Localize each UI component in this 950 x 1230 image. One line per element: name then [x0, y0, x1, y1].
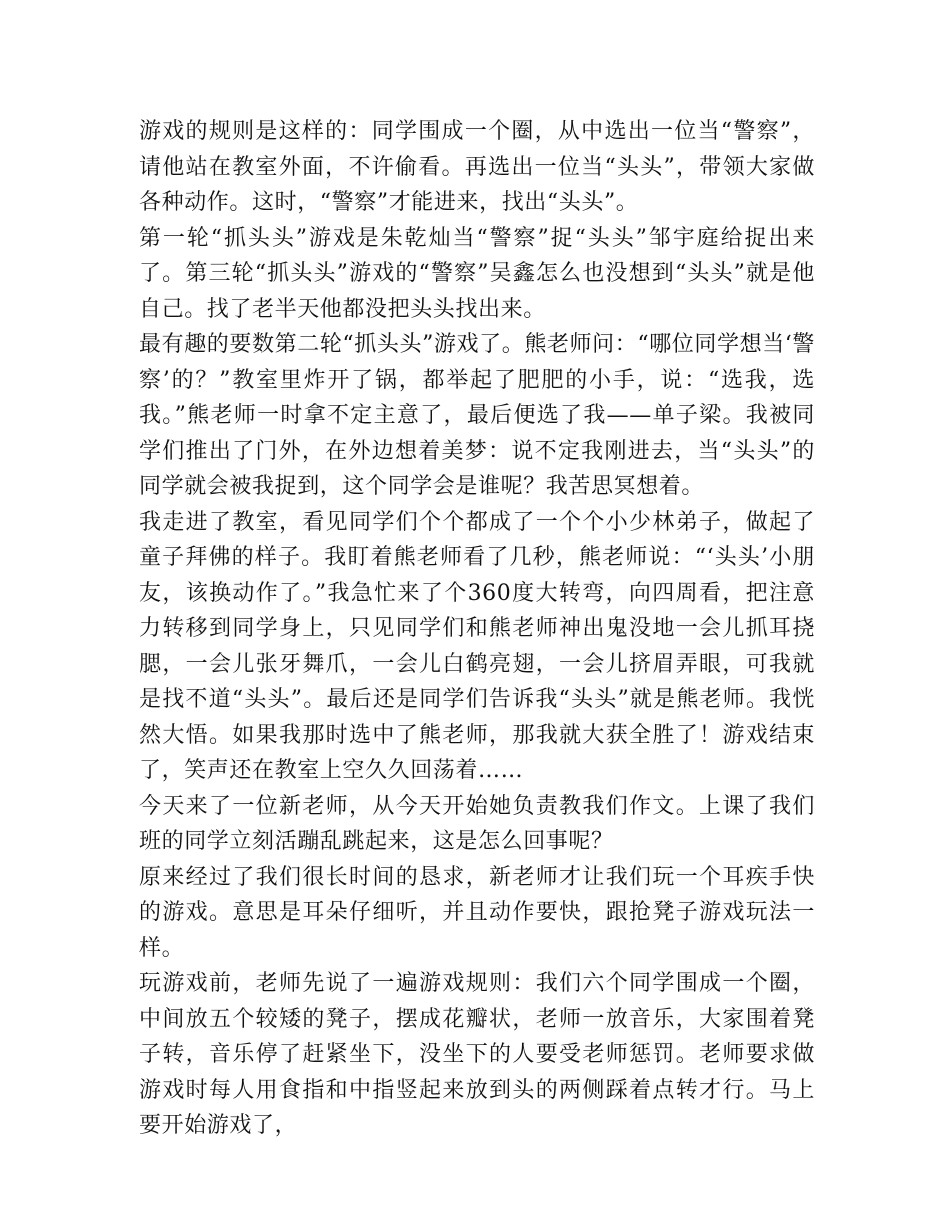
paragraph-round-two: 最有趣的要数第二轮“抓头头”游戏了。熊老师问：“哪位同学想当‘警察’的？”教室里炸开了锅，都举起了肥肥的小手，说：“选我，选我。”熊老师一时拿不定主意了，最后便选了我——单子梁。我被同学们推出了门外，在外边想着美梦：说不定我刚进去，当“头头”的同学就会被我捉到，这个同学会是谁呢？我苦思冥想着。 — [139, 332, 815, 499]
paragraph-round-one-three: 第一轮“抓头头”游戏是朱乾灿当“警察”捉“头头”邹宇庭给捉出来了。第三轮“抓头头”游戏的“警察”吴鑫怎么也没想到“头头”就是他自己。找了老半天他都没把头头找出来。 — [139, 225, 815, 322]
paragraph-game-intro: 原来经过了我们很长时间的恳求，新老师才让我们玩一个耳疾手快的游戏。意思是耳朵仔细听，并且动作要快，跟抢凳子游戏玩法一样。 — [139, 864, 815, 961]
paragraph-new-teacher: 今天来了一位新老师，从今天开始她负责教我们作文。上课了我们班的同学立刻活蹦乱跳起来，这是怎么回事呢？ — [139, 793, 815, 854]
paragraph-game-rules: 玩游戏前，老师先说了一遍游戏规则：我们六个同学围成一个圈，中间放五个较矮的凳子，摆成花瓣状，老师一放音乐，大家围着凳子转，音乐停了赶紧坐下，没坐下的人要受老师惩罚。老师要求做游戏时每人用食指和中指竖起来放到头的两侧踩着点转才行。马上要开始游戏了， — [139, 971, 815, 1138]
paragraph-rules: 游戏的规则是这样的：同学围成一个圈，从中选出一位当“警察”，请他站在教室外面，不许偷看。再选出一位当“头头”，带领大家做各种动作。这时，“警察”才能进来，找出“头头”。 — [139, 119, 815, 215]
document-page — [139, 114, 815, 1144]
paragraph-searching: 我走进了教室，看见同学们个个都成了一个个小少林弟子，做起了童子拜佛的样子。我盯着熊老师看了几秒，熊老师说：“‘头头’小朋友，该换动作了。”我急忙来了个360度大转弯，向四周看，把注意力转移到同学身上，只见同学们和熊老师神出鬼没地一会儿抓耳挠腮，一会儿张牙舞爪，一会儿白鹤亮翅，一会儿挤眉弄眼，可我就是找不道“头头”。最后还是同学们告诉我“头头”就是熊老师。我恍然大悟。如果我那时选中了熊老师，那我就大获全胜了！游戏结束了，笑声还在教室上空久久回荡着…… — [139, 509, 815, 783]
